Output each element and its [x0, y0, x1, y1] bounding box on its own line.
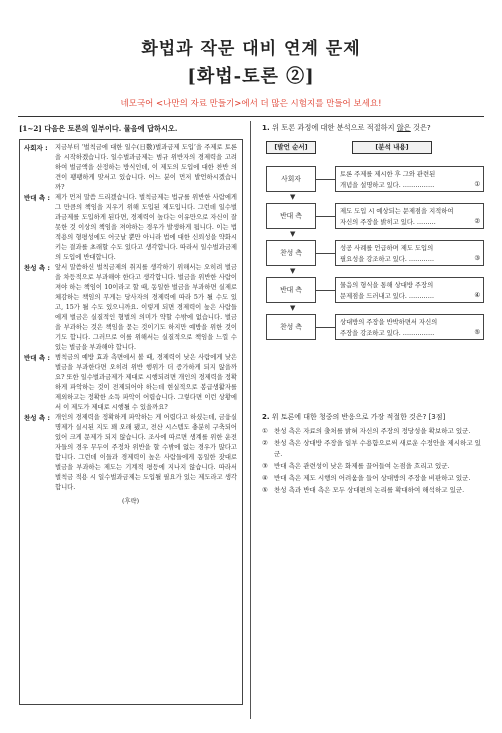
down-arrow-icon: ▼	[290, 267, 296, 275]
speaker-label: 사회자 :	[24, 144, 48, 152]
down-arrow-icon: ▼	[290, 304, 296, 312]
answer-options	[262, 426, 484, 497]
speech-text: 제가 먼저 말씀 드리겠습니다. 벌칙금제는 법규를 위반한 사람에게 그 만큼의 책임을 지우기 위해 도입된 제도입니다. 그런데 일수벌과금제를 도입하게 된다면, 경제력이 높다는 이유만으로 자신이 잘못한 것 이상의 책임을 져야하는 경우가 발생하게 됩니다. 이는 법 적용의 형평성에도 어긋날 뿐만 아니라 법에 대한 신뢰성을 약화시키는 결과를 초래할 수도 있다고 생각합니다. 따라서 일수벌과금제의 도입에 반대합니다.	[55, 194, 237, 261]
analysis-box	[335, 314, 484, 340]
down-arrow-icon: ▼	[290, 230, 296, 238]
option-text: 찬성 측은 자료의 출처를 밝혀 자신의 주장의 정당성을 확보하고 있군.	[274, 427, 471, 435]
analysis-box	[335, 240, 484, 266]
answer-option[interactable]	[262, 461, 484, 472]
option-text: 찬성 측과 반대 측은 모두 상대편의 논리를 확대하여 해석하고 있군.	[274, 486, 465, 494]
option-text: 반대 측은 관련성이 낮은 화제를 끌어들여 논점을 흐리고 있군.	[274, 462, 450, 470]
analysis-line: 개념을 설명하고 있다. ……………	[340, 182, 435, 189]
analysis-line: 물음의 형식을 통해 상대방 주장의	[340, 282, 434, 289]
choice-number: ④	[474, 292, 480, 299]
option-number: ⑤	[262, 486, 268, 494]
analysis-line: 토론 주제를 제시한 후 그와 관련된	[340, 171, 436, 178]
turn-opposition	[24, 193, 237, 263]
speaker-label: 반대 측 :	[24, 354, 50, 362]
speech-text: 앞서 말씀하신 벌칙금제의 취지를 생각하기 위해서는 오히려 벌금을 차등적으로 부과해야 한다고 생각합니다. 벌금을 위반한 사람이 져야 하는 책임이 10이라고 할 때, 동일한 벌금을 부과하면 실제로 체감하는 책임의 무게는 당사자의 경제력에 따라 5가 될 수도 있고, 15가 될 수도 있으니까요. 이렇게 되면 경제력이 높은 사람들에게 벌금은 실질적인 형벌의 의미가 약할 수밖에 없습니다. 벌금을 부과하는 것은 책임을 묻는 것이기도 하지만 예방을 위한 것이기도 합니다. 그러므로 이를 위해서는 실질적으로 책임을 느낄 수 있는 벌금을 부과해야 합니다.	[55, 264, 237, 351]
analysis-line: 상대방의 주장을 반박하면서 자신의	[340, 319, 438, 326]
option-number: ②	[262, 439, 268, 447]
analysis-line: 자신의 주장을 밝히고 있다. ………	[340, 219, 436, 226]
analysis-column-header: [분석 내용]	[352, 141, 432, 154]
down-arrow-icon: ▼	[290, 193, 296, 201]
option-text: 찬성 측은 상대방 주장을 일부 수용함으로써 새로운 수정안을 제시하고 있군.	[274, 439, 481, 458]
prompt-text: 위 토론에 대한 청중의 반응으로 가장 적절한 것은? [3점]	[271, 413, 446, 421]
analysis-line: 성공 사례를 언급하며 제도 도입의	[340, 245, 434, 252]
speaker-label: 찬성 측 :	[24, 264, 50, 272]
option-number: ③	[262, 462, 268, 470]
order-box: 사회자	[266, 166, 316, 192]
omission-mark: (후략)	[121, 498, 140, 505]
prompt-text: 것은?	[413, 123, 431, 132]
turn-affirmative	[24, 413, 237, 493]
passage-instruction: [1~2] 다음은 토론의 일부이다. 물음에 답하시오.	[19, 124, 178, 133]
connector-line	[316, 179, 335, 180]
turn-affirmative	[24, 263, 237, 353]
question-number: 1.	[262, 123, 270, 132]
speaker-label: 찬성 측 :	[24, 414, 50, 422]
choice-number: ⑤	[474, 329, 480, 336]
header-rule	[18, 116, 484, 117]
choice-number: ③	[474, 255, 480, 262]
question-2-prompt	[262, 412, 484, 422]
answer-option[interactable]	[262, 426, 484, 437]
option-number: ④	[262, 474, 268, 482]
turn-opposition	[24, 353, 237, 413]
choice-number: ①	[474, 181, 480, 188]
speech-text: 범칙금의 예방 효과 측면에서 볼 때, 경제력이 낮은 사람에게 낮은 벌금을 부과한다면 오히려 위반 행위가 더 증가하게 되지 않을까요? 또한 일수벌과금제가 제대로 시행되려면 개인의 경제력을 정확하게 파악하는 것이 전제되어야 하는데 현실적으로 봉급생활자를 제외하고는 정확한 소득 파악이 어렵습니다. 그렇다면 이런 상황에서 이 제도가 제대로 시행될 수 있을까요?	[55, 354, 237, 411]
choice-number: ②	[474, 218, 480, 225]
analysis-line: 필요성을 강조하고 있다. …………	[340, 256, 435, 263]
answer-option[interactable]	[262, 485, 484, 496]
order-box: 반대 측	[266, 203, 316, 229]
connector-line	[316, 327, 335, 328]
order-box: 반대 측	[266, 277, 316, 303]
turn-moderator	[24, 143, 237, 193]
prompt-text: 위 토론 과정에 대한 분석으로 적절하지	[272, 123, 395, 132]
question-number: 2.	[262, 413, 270, 421]
speaker-label: 반대 측 :	[24, 194, 50, 202]
option-number: ①	[262, 427, 268, 435]
analysis-box	[335, 277, 484, 303]
option-text: 반대 측은 제도 시행의 어려움을 들어 상대방의 주장을 비판하고 있군.	[274, 474, 471, 482]
debate-passage	[19, 139, 243, 705]
order-box: 찬성 측	[266, 314, 316, 340]
connector-line	[316, 290, 335, 291]
analysis-line: 주장을 강조하고 있다. ……………	[340, 330, 435, 337]
answer-option[interactable]	[262, 438, 484, 460]
analysis-line: 문제점을 드러내고 있다. …………	[340, 293, 435, 300]
promo-text: 네모국어 <나만의 자료 만들기>에서 더 많은 시험지를 만들어 보세요!	[120, 99, 382, 109]
speech-text: 개인의 경제력을 정확하게 파악하는 게 어렵다고 하셨는데, 금융실명제가 실시된 지도 꽤 오래 됐고, 전산 시스템도 충분히 구축되어 있어 크게 문제가 되지 않습니다. 조사에 따르면 생계를 위한 운전자들의 경우 무두이 주정차 위반을 할 수밖에 없는 경우가 많다고 합니다. 그런데 이들과 경제력이 높은 사람들에게 동일한 잣대로 벌금을 부과하는 제도는 기계적 평등에 지나지 않습니다. 따라서 벌칙금 적용 시 일수벌과금제는 도입될 필요가 있는 제도라고 생각합니다.	[55, 414, 237, 491]
answer-option[interactable]	[262, 473, 484, 484]
page-subtitle: [화법-토론 ②]	[187, 66, 315, 87]
analysis-box	[335, 203, 484, 229]
page-title: 화법과 작문 대비 연계 문제	[141, 39, 361, 59]
connector-line	[316, 253, 335, 254]
analysis-box	[335, 166, 484, 192]
prompt-emphasis: 않은	[396, 123, 411, 132]
connector-line	[316, 216, 335, 217]
speech-text: 지금부터 ‘벌칙금에 대한 일수(日數)벌과금제 도입’을 주제로 토론을 시작하겠습니다. 일수벌과금제는 범규 위반자의 경제력을 고려하여 벌금액을 산정하는 방식인데, 이 제도의 도입에 대한 찬반 의견이 팽팽하게 맞서고 있습니다. 어느 분이 먼저 발언하시겠습니까?	[55, 144, 237, 191]
order-box: 찬성 측	[266, 240, 316, 266]
question-1-prompt	[262, 123, 484, 133]
column-divider	[250, 121, 251, 719]
order-column-header: [발언 순서]	[266, 141, 316, 154]
analysis-line: 제도 도입 시 예상되는 문제점을 지적하여	[340, 208, 454, 215]
